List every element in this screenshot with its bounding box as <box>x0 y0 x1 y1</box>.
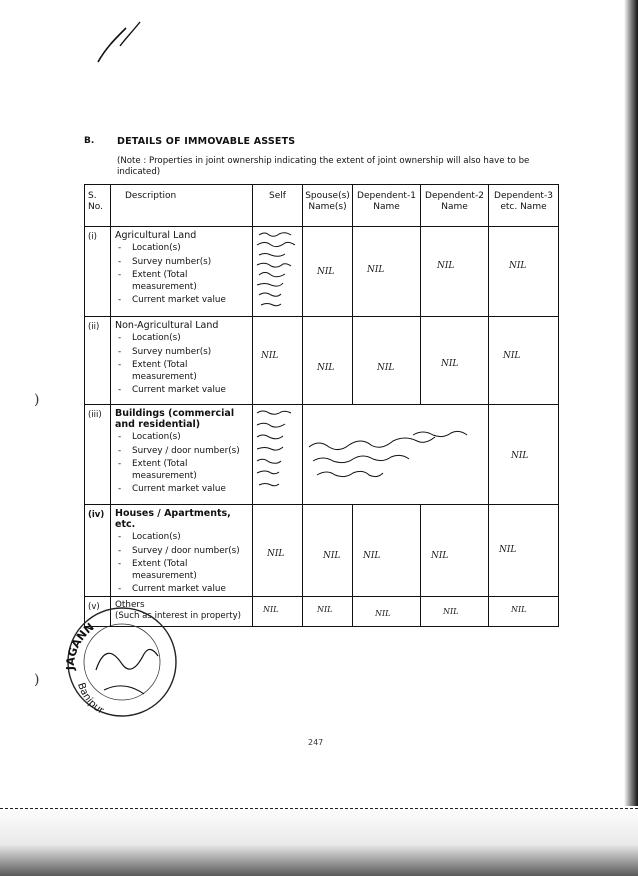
spouse-cell <box>303 505 353 597</box>
spouse-cell <box>303 227 353 317</box>
cell-value: NIL <box>503 351 521 361</box>
section-letter: B. <box>84 136 95 146</box>
cell-value: NIL <box>437 261 455 271</box>
list-item: - Survey number(s) <box>115 257 250 269</box>
cell-value: NIL <box>363 551 381 561</box>
list-item: - Location(s) <box>115 333 250 345</box>
category-title: Buildings (commercial and residential) <box>115 408 235 430</box>
list-item: - Current market value <box>115 385 250 397</box>
table-row <box>85 317 559 405</box>
cell-value: NIL <box>443 607 459 616</box>
cell-value: NIL <box>377 363 395 373</box>
merged-note-cell <box>303 405 489 505</box>
list-item: - Location(s) <box>115 243 250 255</box>
margin-bracket-mark: ) <box>34 672 40 688</box>
cell-value: NIL <box>431 551 449 561</box>
list-item: - Survey number(s) <box>115 347 250 359</box>
list-item: - Current market value <box>115 584 250 596</box>
row-description <box>111 317 253 405</box>
list-item: - Location(s) <box>115 532 250 544</box>
immovable-assets-table <box>84 184 559 627</box>
dependent-3-cell <box>489 317 559 405</box>
dependent-2-cell <box>421 227 489 317</box>
list-item: - Extent (Total measurement) <box>115 559 250 582</box>
category-title: Non-Agricultural Land <box>115 320 219 331</box>
section-title: DETAILS OF IMMOVABLE ASSETS <box>117 136 296 147</box>
header-no: S. No. <box>85 185 111 227</box>
handwritten-scribble-icon <box>303 405 489 501</box>
dependent-2-cell <box>421 317 489 405</box>
page-number: 247 <box>308 738 324 747</box>
header-self: Self <box>253 185 303 227</box>
spouse-cell <box>303 597 353 627</box>
list-item: - Location(s) <box>115 432 250 444</box>
margin-bracket-mark: ) <box>34 392 40 408</box>
cell-value: NIL <box>267 549 285 559</box>
table-row <box>85 227 559 317</box>
row-number: (i) <box>85 227 111 317</box>
row-number: (iv) <box>85 505 111 597</box>
list-item: - Extent (Total measurement) <box>115 459 250 482</box>
dependent-3-cell <box>489 405 559 505</box>
scan-shadow-right <box>624 0 638 876</box>
list-item: - Extent (Total measurement) <box>115 360 250 383</box>
list-item: - Current market value <box>115 484 250 496</box>
seal-top-text: JAGANN <box>63 620 97 671</box>
dependent-2-cell <box>421 505 489 597</box>
row-description <box>111 405 253 505</box>
category-title: Agricultural Land <box>115 230 197 241</box>
dependent-3-cell <box>489 227 559 317</box>
self-cell <box>253 227 303 317</box>
table-row <box>85 505 559 597</box>
category-title: Houses / Apartments, etc. <box>115 508 231 530</box>
row-description <box>111 505 253 597</box>
self-cell <box>253 505 303 597</box>
handwritten-scribble-icon <box>253 227 303 315</box>
section-note: (Note : Properties in joint ownership indicating the extent of joint ownership will also have to be indicated) <box>117 156 530 177</box>
table-row <box>85 405 559 505</box>
cell-value: NIL <box>323 551 341 561</box>
row-number: (ii) <box>85 317 111 405</box>
cell-value: NIL <box>441 359 459 369</box>
cell-value: NIL <box>375 609 391 618</box>
header-dependent-1: Dependent-1 Name <box>353 185 421 227</box>
list-item: - Survey / door number(s) <box>115 446 250 458</box>
header-description: Description <box>111 185 253 227</box>
header-spouse: Spouse(s) Name(s) <box>303 185 353 227</box>
list-item: (Such as interest in property) <box>115 611 242 621</box>
cell-value: NIL <box>261 351 279 361</box>
cell-value: NIL <box>317 267 335 277</box>
row-number: (iii) <box>85 405 111 505</box>
scan-shadow-bottom <box>0 806 638 876</box>
dependent-3-cell <box>489 597 559 627</box>
cell-value: NIL <box>499 545 517 555</box>
dependent-1-cell <box>353 597 421 627</box>
self-cell <box>253 405 303 505</box>
cell-value: NIL <box>509 261 527 271</box>
list-item: - Current market value <box>115 295 250 307</box>
cell-value: NIL <box>317 605 333 614</box>
pen-mark-icon <box>96 18 144 66</box>
header-dependent-3: Dependent-3 etc. Name <box>489 185 559 227</box>
table-header-row <box>85 185 559 227</box>
scan-artifact-line <box>0 808 638 812</box>
self-cell <box>253 597 303 627</box>
dependent-1-cell <box>353 227 421 317</box>
header-dependent-2: Dependent-2 Name <box>421 185 489 227</box>
dependent-3-cell <box>489 505 559 597</box>
handwritten-scribble-icon <box>253 405 303 501</box>
list-item: - Extent (Total measurement) <box>115 270 250 293</box>
cell-value: NIL <box>511 451 529 461</box>
cell-value: NIL <box>367 265 385 275</box>
category-title: Others <box>115 600 145 610</box>
list-item: - Survey / door number(s) <box>115 546 250 558</box>
spouse-cell <box>303 317 353 405</box>
row-description <box>111 227 253 317</box>
cell-value: NIL <box>317 363 335 373</box>
dependent-1-cell <box>353 317 421 405</box>
row-number: (v) <box>85 597 111 627</box>
cell-value: NIL <box>263 605 279 614</box>
seal-bottom-text: Banipur <box>75 681 106 717</box>
notary-seal-stamp <box>56 600 184 718</box>
self-cell <box>253 317 303 405</box>
dependent-1-cell <box>353 505 421 597</box>
svg-text:Banipur <box>75 681 106 717</box>
dependent-2-cell <box>421 597 489 627</box>
cell-value: NIL <box>511 605 527 614</box>
